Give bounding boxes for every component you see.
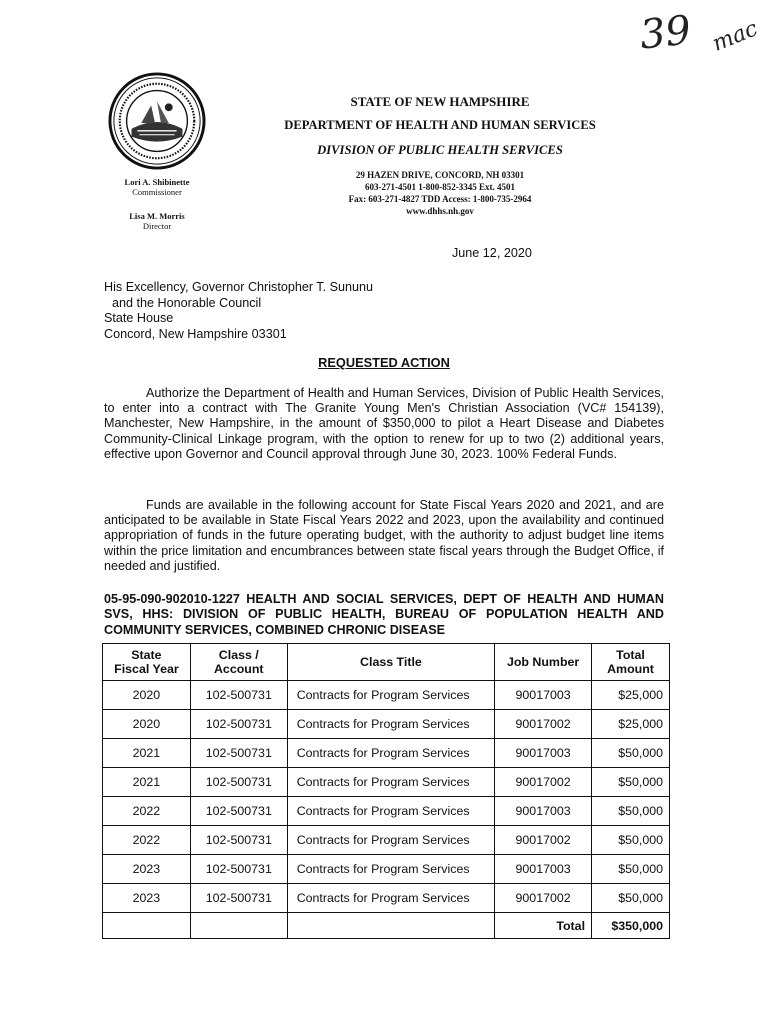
header-class-account: Class / Account bbox=[190, 644, 287, 681]
paragraph-authorize: Authorize the Department of Health and Human Services, Division of Public Health Services, to enter into a contract with The Granite Young Men's Christian Association (VC# 154139), Manchester, New Hampshire, in the amount of $350,000 to pilot a Heart Disease and Diabetes Community-Clinical Linkage program, with the option to renew for up to two (2) additional years, effective upon Governor and Council approval through June 30, 2023. 100% Federal Funds. bbox=[104, 386, 664, 461]
table-row bbox=[103, 739, 670, 768]
director-name: Lisa M. Morris bbox=[129, 211, 185, 221]
header-total-amount: Total Amount bbox=[592, 644, 670, 681]
funding-table bbox=[102, 643, 670, 939]
row-year: 2023 bbox=[103, 884, 191, 913]
account-heading: 05-95-090-902010-1227 HEALTH AND SOCIAL SERVICES, DEPT OF HEALTH AND HUMAN SVS, HHS: DIVISION OF PUBLIC HEALTH, BUREAU OF POPULATION HEALTH AND COMMUNITY SERVICES, COMBINED CHRONIC DISEASE bbox=[104, 592, 664, 637]
table-row bbox=[103, 797, 670, 826]
header-job-number: Job Number bbox=[495, 644, 592, 681]
row-year: 2020 bbox=[103, 710, 191, 739]
row-account: 102-500731 bbox=[190, 710, 287, 739]
row-amount: $50,000 bbox=[592, 739, 670, 768]
row-amount: $50,000 bbox=[592, 768, 670, 797]
table-row bbox=[103, 826, 670, 855]
row-year: 2023 bbox=[103, 855, 191, 884]
handwritten-initials: mac bbox=[709, 16, 762, 57]
row-year: 2022 bbox=[103, 797, 191, 826]
row-account: 102-500731 bbox=[190, 884, 287, 913]
table-total-row bbox=[103, 913, 670, 939]
row-account: 102-500731 bbox=[190, 797, 287, 826]
row-amount: $25,000 bbox=[592, 710, 670, 739]
total-amount: $350,000 bbox=[592, 913, 670, 939]
row-job-number: 90017002 bbox=[495, 884, 592, 913]
state-seal-logo bbox=[108, 72, 206, 170]
director-block bbox=[104, 211, 210, 231]
addressee-line-3: State House bbox=[104, 311, 174, 326]
addressee-line-2: and the Honorable Council bbox=[112, 295, 262, 310]
addressee-line-4: Concord, New Hampshire 03301 bbox=[104, 326, 287, 341]
row-class-title: Contracts for Program Services bbox=[287, 739, 494, 768]
row-account: 102-500731 bbox=[190, 739, 287, 768]
table-row bbox=[103, 855, 670, 884]
addressee-block bbox=[104, 280, 373, 342]
letterhead-department: DEPARTMENT OF HEALTH AND HUMAN SERVICES bbox=[284, 118, 596, 132]
handwritten-page-number: 39 bbox=[637, 7, 694, 59]
requested-action-heading: REQUESTED ACTION bbox=[318, 355, 450, 370]
row-year: 2020 bbox=[103, 681, 191, 710]
letterhead-web: www.dhhs.nh.gov bbox=[406, 206, 474, 216]
row-class-title: Contracts for Program Services bbox=[287, 797, 494, 826]
commissioner-title: Commissioner bbox=[132, 187, 182, 197]
total-empty-cell bbox=[103, 913, 191, 939]
row-job-number: 90017002 bbox=[495, 768, 592, 797]
total-label: Total bbox=[495, 913, 592, 939]
row-account: 102-500731 bbox=[190, 768, 287, 797]
row-class-title: Contracts for Program Services bbox=[287, 884, 494, 913]
row-class-title: Contracts for Program Services bbox=[287, 826, 494, 855]
row-class-title: Contracts for Program Services bbox=[287, 768, 494, 797]
header-class-title: Class Title bbox=[287, 644, 494, 681]
director-title: Director bbox=[142, 221, 172, 231]
header-state-fiscal-year: State Fiscal Year bbox=[103, 644, 191, 681]
row-amount: $50,000 bbox=[592, 855, 670, 884]
total-empty-cell bbox=[190, 913, 287, 939]
row-class-title: Contracts for Program Services bbox=[287, 855, 494, 884]
row-amount: $25,000 bbox=[592, 681, 670, 710]
letterhead-phones: 603-271-4501 1-800-852-3345 Ext. 4501 bbox=[365, 182, 515, 192]
letterhead-fax: Fax: 603-271-4827 TDD Access: 1-800-735-2964 bbox=[348, 194, 532, 204]
letterhead-division: DIVISION OF PUBLIC HEALTH SERVICES bbox=[317, 143, 563, 157]
row-job-number: 90017003 bbox=[495, 739, 592, 768]
table-row bbox=[103, 768, 670, 797]
total-empty-cell bbox=[287, 913, 494, 939]
row-job-number: 90017003 bbox=[495, 681, 592, 710]
commissioner-block bbox=[104, 177, 210, 197]
paragraph-funds: Funds are available in the following account for State Fiscal Years 2020 and 2021, and are anticipated to be available in State Fiscal Years 2022 and 2023, upon the availability and continued appropriation of funds in the future operating budget, with the authority to adjust budget line items within the price limitation and encumbrances between state fiscal years through the Budget Office, if needed and justified. bbox=[104, 498, 664, 573]
row-account: 102-500731 bbox=[190, 826, 287, 855]
letter-date: June 12, 2020 bbox=[452, 246, 532, 260]
row-year: 2022 bbox=[103, 826, 191, 855]
row-job-number: 90017002 bbox=[495, 710, 592, 739]
row-job-number: 90017003 bbox=[495, 855, 592, 884]
table-row bbox=[103, 884, 670, 913]
row-job-number: 90017002 bbox=[495, 826, 592, 855]
table-header-row bbox=[103, 644, 670, 681]
row-class-title: Contracts for Program Services bbox=[287, 681, 494, 710]
addressee-line-1: His Excellency, Governor Christopher T. Sununu bbox=[104, 280, 374, 294]
table-row bbox=[103, 681, 670, 710]
row-year: 2021 bbox=[103, 739, 191, 768]
row-account: 102-500731 bbox=[190, 855, 287, 884]
table-row bbox=[103, 710, 670, 739]
row-amount: $50,000 bbox=[592, 797, 670, 826]
row-job-number: 90017003 bbox=[495, 797, 592, 826]
letterhead-state: STATE OF NEW HAMPSHIRE bbox=[350, 94, 530, 109]
row-year: 2021 bbox=[103, 768, 191, 797]
row-amount: $50,000 bbox=[592, 826, 670, 855]
commissioner-name: Lori A. Shibinette bbox=[124, 177, 190, 187]
letterhead-address: 29 HAZEN DRIVE, CONCORD, NH 03301 bbox=[355, 170, 525, 180]
row-amount: $50,000 bbox=[592, 884, 670, 913]
row-account: 102-500731 bbox=[190, 681, 287, 710]
row-class-title: Contracts for Program Services bbox=[287, 710, 494, 739]
